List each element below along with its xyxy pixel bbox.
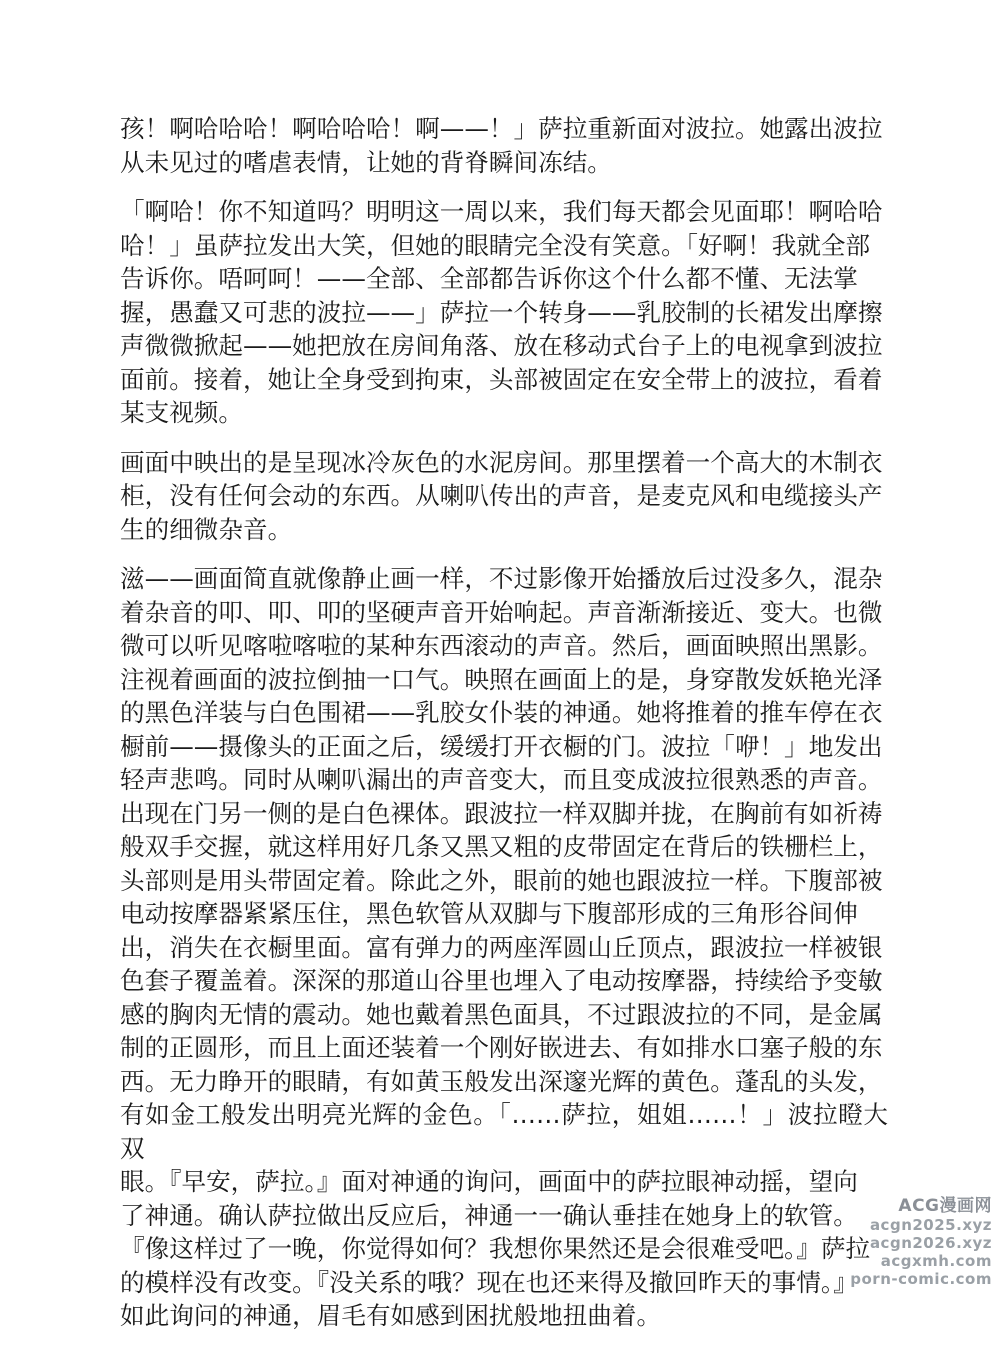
watermark-line: ACG漫画网 bbox=[898, 1196, 992, 1216]
watermark-line: porn-comic.com bbox=[850, 1270, 992, 1288]
paragraph-1: 孩！啊哈哈哈！啊哈哈哈！啊——！」萨拉重新面对波拉。她露出波拉 从未见过的嗜虐表情，让她的背脊瞬间冻结。 bbox=[120, 114, 883, 177]
site-watermark bbox=[832, 1196, 992, 1288]
watermark-line: acgn2026.xyz bbox=[869, 1234, 992, 1252]
watermark-line: acgn2025.xyz bbox=[869, 1216, 992, 1234]
paragraph-2: 「啊哈！你不知道吗？明明这一周以来，我们每天都会见面耶！啊哈哈 哈！」虽萨拉发出大笑，但她的眼睛完全没有笑意。「好啊！我就全部 告诉你。唔呵呵！——全部、全部都告诉你这个什么都不懂、无法掌 握，愚蠢又可悲的波拉——」萨拉一个转身——乳胶制的长裙发出摩擦 声微微掀起——她把放在房间角落、放在移动式台子上的电视拿到波拉 面前。接着，她让全身受到拘束，头部被固定在安全带上的波拉，看着 某支视频。 bbox=[120, 197, 883, 427]
paragraph-3: 画面中映出的是呈现冰冷灰色的水泥房间。那里摆着一个高大的木制衣 柜，没有任何会动的东西。从喇叭传出的声音，是麦克风和电缆接头产 生的细微杂音。 bbox=[120, 447, 883, 544]
watermark-line: acgxmh.com bbox=[880, 1252, 992, 1270]
paragraph-4: 滋——画面简直就像静止画一样，不过影像开始播放后过没多久，混杂 着杂音的叩、叩、叩的坚硬声音开始响起。声音渐渐接近、变大。也微 微可以听见喀啦喀啦的某种东西滚动的声音。然后，画面映照出黑影。 注视着画面的波拉倒抽一口气。映照在画面上的是，身穿散发妖艳光泽 的黑色洋装与白色围裙——乳胶女仆装的神通。她将推着的推车停在衣 橱前——摄像头的正面之后，缓缓打开衣橱的门。波拉「咿！」地发出 轻声悲鸣。同时从喇叭漏出的声音变大，而且变成波拉很熟悉的声音。 出现在门另一侧的是白色裸体。跟波拉一样双脚并拢，在胸前有如祈祷 般双手交握，就这样用好几条又黑又粗的皮带固定在背后的铁栅栏上， 头部则是用头带固定着。除此之外，眼前的她也跟波拉一样。下腹部被 电动按摩器紧紧压住，黑色软管从双脚与下腹部形成的三角形谷间伸 出，消失在衣橱里面。富有弹力的两座浑圆山丘顶点，跟波拉一样被银 色套子覆盖着。深深的那道山谷里也埋入了电动按摩器，持续给予变敏 感的胸肉无情的震动。她也戴着黑色面具，不过跟波拉的不同，是金属 制的正圆形，而且上面还装着一个刚好嵌进去、有如排水口塞子般的东 西。无力睁开的眼睛，有如黄玉般发出深邃光辉的黄色。蓬乱的头发， 有如金工般发出明亮光辉的金色。「……萨拉，姐姐……！」波拉瞪大双 眼。『早安，萨拉。』面对神通的询问，画面中的萨拉眼神动摇，望向 了神通。确认萨拉做出反应后，神通一一确认垂挂在她身上的软管。 『像这样过了一晚，你觉得如何？我想你果然还是会很难受吧。』萨拉 的模样没有改变。『没关系的哦？现在也还来得及撤回昨天的事情。』 如此询问的神通，眉毛有如感到困扰般地扭曲着。 bbox=[120, 564, 888, 1330]
body-text bbox=[120, 112, 888, 1349]
